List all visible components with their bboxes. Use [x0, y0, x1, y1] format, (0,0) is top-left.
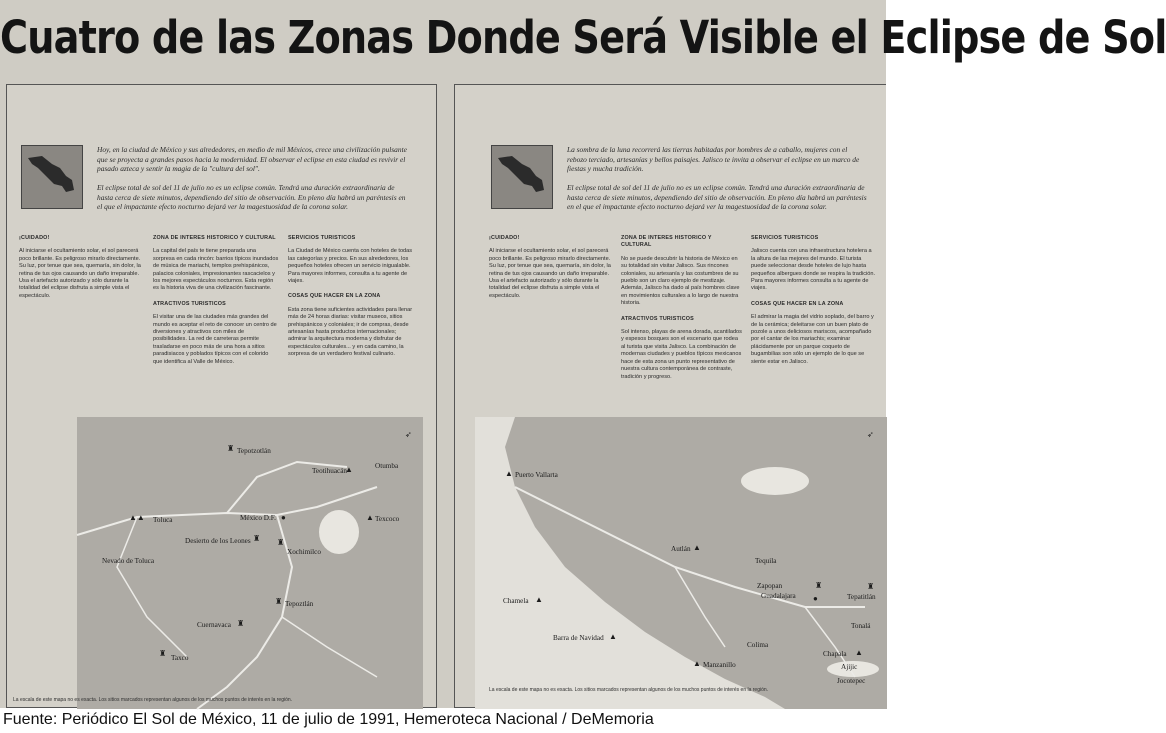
column-title: SERVICIOS TURISTICOS [288, 235, 356, 241]
map-label-texcoco: Texcoco [375, 515, 400, 523]
map-label-autlan: Autlán [671, 545, 691, 553]
map-label-chapala: Chapala [823, 650, 847, 658]
map-jalisco [475, 417, 887, 709]
column-title: ¡CUIDADO! [19, 235, 50, 241]
site-icon: ♜ [275, 597, 283, 606]
column-title: COSAS QUE HACER EN LA ZONA [751, 300, 844, 307]
column-text: Esta zona tiene suficientes actividades para llenar más de 24 horas diarias: visitar museos, sitios prehispánicos y coloniales; ir de compras, desde artesanías hasta productos internacionales; admirar la arquitectura moderna y disfrutar de espectáculos culturales... y en cada camino, la sorpresa de un verdadero festival culinario. [288, 306, 413, 358]
column-title: ZONA DE INTERES HISTORICO Y CULTURAL [621, 235, 712, 249]
site-icon: ♜ [227, 444, 235, 453]
site-icon: ♜ [253, 534, 261, 543]
north-arrow-icon: ➶ [405, 430, 412, 439]
site-icon: ♜ [277, 538, 285, 547]
pyramid-icon: ▲ [609, 632, 617, 641]
north-arrow-icon: ➶ [867, 430, 874, 439]
map-label-otumba: Otumba [375, 462, 399, 470]
map-label-xochimilco: Xochimilco [287, 548, 321, 556]
site-icon: ♜ [815, 581, 823, 590]
column-servicios [751, 235, 877, 374]
map-label-toluca: Toluca [153, 516, 173, 524]
map-note: La escala de este mapa no es exacta. Los sitios marcados representan algunos de los muchos puntos de interés en la región. [489, 687, 769, 693]
pyramid-icon: ▲ [535, 595, 543, 604]
column-title: SERVICIOS TURISTICOS [751, 235, 819, 241]
pyramid-icon: ▲ [693, 543, 701, 552]
pyramid-icon: ▲▲ [129, 513, 145, 522]
map-label-chamela: Chamela [503, 597, 529, 605]
map-label-tepatitlan: Tepatitlán [847, 593, 876, 601]
city-dot-icon: ● [813, 594, 818, 603]
pyramid-icon: ▲ [345, 465, 353, 474]
column-cuidado [19, 235, 144, 308]
column-text: El admirar la magia del vidrio soplado, del barro y de la cerámica; deleitarse con un buen plato de pozole a unos deliciosos mariscos, acompañado por el cantar de los mariachis; examinar plácidamente por un parque coqueto de bugambilias son sólo un ejemplo de lo que se siente estar en Jalisco. [751, 314, 874, 365]
column-cuidado [489, 235, 613, 308]
pyramid-icon: ▲ [693, 659, 701, 668]
site-icon: ♜ [159, 649, 167, 658]
column-text: Jalisco cuenta con una infraestructura hotelera a la altura de las mejores del mundo. El turista puede seleccionar desde hoteles de lujo hasta pequeños albergues donde se respira la tradición. Para mayores informes consulta a tu agente de viajes. [751, 248, 876, 292]
map-label-tequila: Tequila [755, 557, 777, 565]
map-label-jocotepec: Jocotepec [837, 677, 866, 685]
site-icon: ♜ [237, 619, 245, 628]
column-text: Al iniciarse el ocultamiento solar, el sol parecerá poco brillante. Es peligroso mirarlo directamente. Su luz, por tenue que sea, quemaría, sin dolor, la retina de tus ojos causando un daño irreparable. Usa el artefacto autorizado y sólo durante la totalidad del eclipse disfruta a simple vista el espectáculo. [19, 248, 141, 299]
map-label-manzanillo: Manzanillo [703, 661, 736, 669]
map-label-puerto-vallarta: Puerto Vallarta [515, 471, 558, 479]
map-label-cuernavaca: Cuernavaca [197, 621, 231, 629]
headline: Cuatro de las Zonas Donde Será Visible el Eclipse de Sol [0, 11, 1166, 64]
column-title: ATRACTIVOS TURISTICOS [153, 300, 226, 307]
column-text: No se puede descubrir la historia de México en su totalidad sin visitar Jalisco. Sus rincones coloniales, su artesanía y las costumbres de su pueblo son un claro ejemplo de mestizaje. Además, Jalisco ha dado al país hombres clave en movimientos culturales a lo largo de nuestra historia. [621, 255, 740, 307]
column-text: El visitar una de las ciudades más grandes del mundo es aceptar el reto de conocer un centro de diversiones y atractivos con miles de posibilidades. La red de carreteras permite trasladarse en poco más de una hora a sitios paradisiacos y poblados típicos con el colorido que identifica al Valle de México. [153, 314, 277, 365]
city-dot-icon: ● [281, 513, 286, 522]
intro-paragraph-1: Hoy, en la ciudad de México y sus alrededores, en medio de mil Méxicos, crece una civilización pulsante que se proyecta a grandes pasos hacia la modernidad. El observar el eclipse en esta ciudad es revivir el pasado azteca y sentir la magia de la "cultura del sol". [97, 145, 407, 174]
mexico-map-icon [21, 145, 83, 209]
map-label-zapopan: Zapopan [757, 582, 783, 590]
map-coast [475, 417, 887, 709]
column-title: COSAS QUE HACER EN LA ZONA [288, 293, 381, 300]
map-label-desierto: Desierto de los Leones [185, 537, 251, 545]
column-text: La capital del país te tiene preparada una sorpresa en cada rincón: barrios típicos inundados de música de mariachi, templos prehispánicos, palacios coloniales, impresionantes rascacielos y los mejores espectáculos nocturnos. Esta región es la historia viva de una civilización fascinante. [153, 248, 279, 292]
intro-paragraph-2: El eclipse total de sol del 11 de julio no es un eclipse común. Tendrá una duración extraordinaria de hasta cerca de siete minutos, dependiendo del sitio de observación. En pleno día habrá un paréntesis en el que el impactante efecto nocturno dejará ver la magestuosidad de la corona solar. [97, 183, 406, 212]
pyramid-icon: ▲ [505, 469, 513, 478]
column-title: ¡CUIDADO! [489, 235, 520, 241]
site-icon: ♜ [867, 582, 875, 591]
column-text: Sol intenso, playas de arena dorada, acantilados y espesos bosques son el escenario que rodea al turista que visita Jalisco. La combinación de modernas ciudades y pueblos típicos mexicanos hace de esta zona un punto representativo de nuestra cultura contemporánea de contraste, tradición y progreso. [621, 329, 742, 380]
map-label-tepoztlan: Tepoztlán [285, 600, 314, 608]
map-label-teotihuacan: Teotihuacán [312, 467, 348, 475]
column-text: La Ciudad de México cuenta con hoteles de todas las categorías y precios. En sus alrededores, los pequeños hoteles ofrecen un servicio inigualable. Para mayores informes, consulta a tu agente de viajes. [288, 248, 413, 285]
map-label-tonala: Tonalá [851, 622, 871, 630]
column-title: ZONA DE INTERES HISTORICO Y CULTURAL [153, 235, 276, 241]
map-label-ajijic: Ajijic [841, 663, 858, 671]
source-caption: Fuente: Periódico El Sol de México, 11 de julio de 1991, Hemeroteca Nacional / DeMemoria [3, 711, 654, 728]
intro-paragraph-2: El eclipse total de sol del 11 de julio no es un eclipse común. Tendrá una duración extraordinaria de hasta cerca de siete minutos, dependiendo del sitio de observación. En pleno día habrá un paréntesis en el que el impactante efecto nocturno dejará ver la magestuosidad de la corona solar. [567, 183, 867, 212]
column-text: Al iniciarse el ocultamiento solar, el sol parecerá poco brillante. Es peligroso mirarlo directamente. Su luz, por tenue que sea, quemaría, sin dolor, la retina de tus ojos causando un daño irreparable. Usa el artefacto autorizado y sólo durante la totalidad del eclipse disfruta a simple vista el espectáculo. [489, 248, 611, 299]
column-servicios [288, 235, 416, 367]
column-historico [621, 235, 743, 389]
map-label-barra: Barra de Navidad [553, 634, 604, 642]
map-label-taxco: Taxco [171, 654, 189, 662]
map-label-guadalajara: Guadalajara [761, 592, 796, 600]
map-label-tepotzotlan: Tepotzotlán [237, 447, 271, 455]
panel-mexico-city [6, 84, 437, 708]
pyramid-icon: ▲ [855, 648, 863, 657]
panel-jalisco [454, 84, 886, 708]
column-title: ATRACTIVOS TURISTICOS [621, 315, 694, 322]
map-label-mexico-df: México D.F. [240, 514, 276, 522]
map-valle-de-mexico [13, 417, 423, 709]
map-label-colima: Colima [747, 641, 769, 649]
intro-paragraph-1: La sombra de la luna recorrerá las tierras habitadas por hombres de a caballo, mujeres con el rebozo terciado, artesanías y bellos paisajes. Jalisco te invita a observar el eclipse en un marco de fiestas y mucha tradición. [567, 145, 860, 174]
map-label-nevado: Nevado de Toluca [102, 557, 155, 565]
mexico-map-icon [491, 145, 553, 209]
pyramid-icon: ▲ [366, 513, 374, 522]
column-historico [153, 235, 279, 374]
map-note: La escala de este mapa no es exacta. Los sitios marcados representan algunos de los muchos puntos de interés en la región. [13, 697, 293, 703]
